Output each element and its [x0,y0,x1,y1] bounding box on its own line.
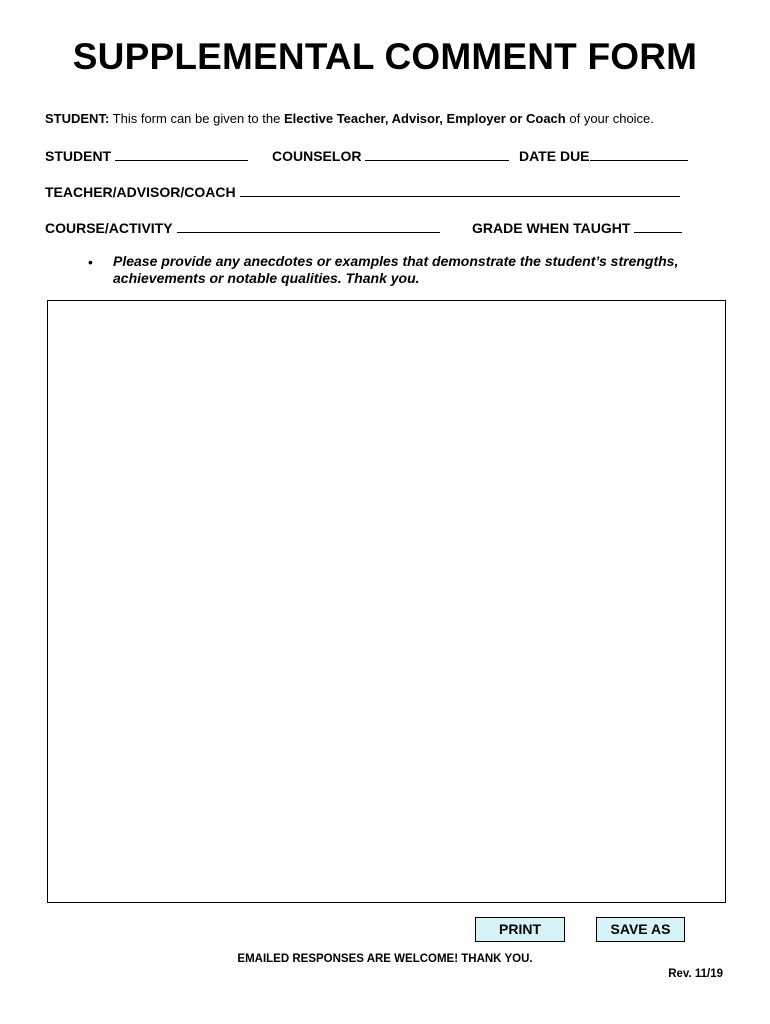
intro-text [45,111,654,126]
grade-when-taught-label: GRADE WHEN TAUGHT [472,220,631,236]
teacher-advisor-coach-input[interactable] [240,182,680,197]
revision-label: Rev. 11/19 [668,968,723,980]
date-due-input[interactable] [590,146,688,161]
print-button[interactable]: PRINT [475,917,565,942]
student-label: STUDENT [45,148,112,164]
counselor-label: COUNSELOR [272,148,362,164]
intro-highlight: Elective Teacher, Advisor, Employer or Coach [283,111,566,126]
date-due-field-row [519,146,688,164]
form-title: SUPPLEMENTAL COMMENT FORM [72,36,698,77]
course-activity-input[interactable] [177,218,440,233]
teacher-advisor-coach-field-row [45,182,680,200]
bullet-icon: • [88,254,93,270]
comment-textarea[interactable] [47,300,726,903]
intro-text-after: of your choice. [569,111,654,126]
intro-label: STUDENT: [45,111,110,126]
counselor-field-row [272,146,509,164]
counselor-input[interactable] [365,146,509,161]
instruction-text: Please provide any anecdotes or examples that demonstrate the student’s strengths, achievements or notable qualities. Thank you. [113,253,679,286]
course-activity-label: COURSE/ACTIVITY [45,220,173,236]
grade-when-taught-input[interactable] [634,218,682,233]
teacher-advisor-coach-label: TEACHER/ADVISOR/COACH [45,184,236,200]
course-activity-field-row [45,218,440,236]
date-due-label: DATE DUE [519,148,590,164]
footer-note: EMAILED RESPONSES ARE WELCOME! THANK YOU. [237,953,533,965]
grade-when-taught-field-row [472,218,682,236]
save-as-button[interactable]: SAVE AS [596,917,685,942]
intro-text-before: This form can be given to the [112,111,281,126]
student-input[interactable] [115,146,248,161]
student-field-row [45,146,248,164]
